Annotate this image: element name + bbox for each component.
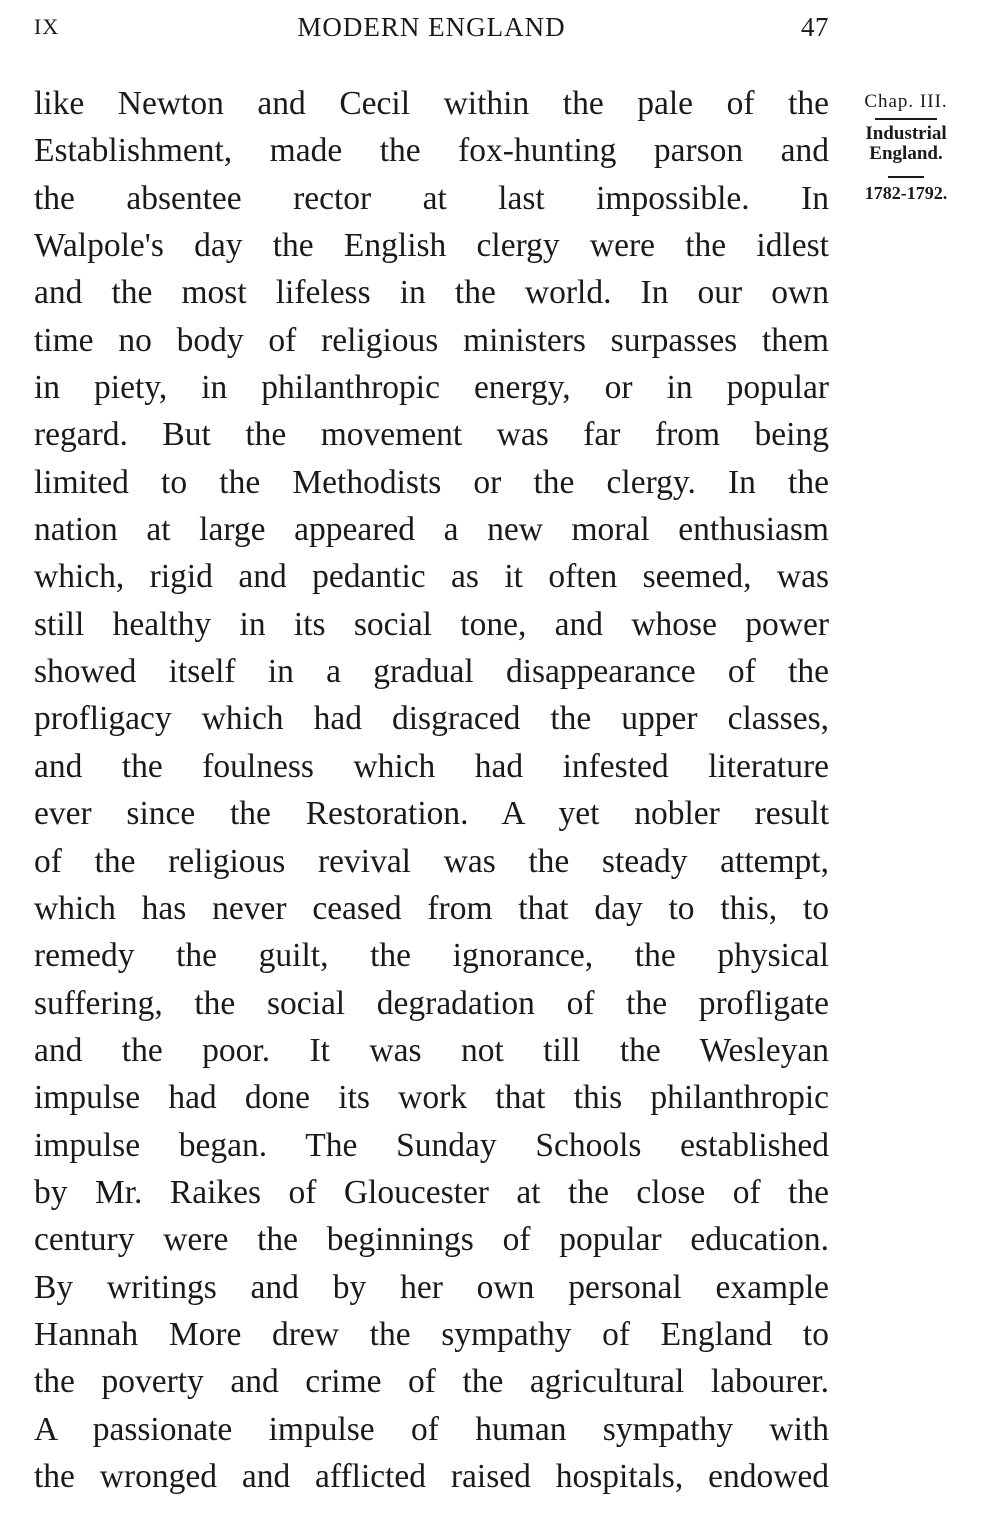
sidenote-subject-line-1: Industrial	[865, 123, 947, 144]
text-line: of the religious revival was the steady attempt,	[34, 842, 829, 880]
text-line: century were the beginnings of popular education.	[34, 1221, 829, 1259]
text-line: time no body of religious ministers surpasses them	[34, 321, 829, 359]
text-line: ever since the Restoration. A yet nobler result	[34, 795, 829, 833]
sidenote-rule-short	[888, 176, 924, 178]
text-line: suffering, the social degradation of the profligate	[34, 984, 829, 1022]
running-head	[34, 10, 829, 50]
marginal-sidenote	[842, 90, 970, 204]
text-line: A passionate impulse of human sympathy with	[34, 1410, 829, 1448]
text-line: nation at large appeared a new moral enthusiasm	[34, 511, 829, 549]
text-line: and the poor. It was not till the Wesleyan	[34, 1031, 829, 1069]
text-line: impulse had done its work that this philanthropic	[34, 1079, 829, 1117]
sidenote-dates: 1782-1792.	[864, 183, 948, 203]
running-head-title: MODERN ENGLAND	[297, 12, 566, 42]
text-line: the wronged and afflicted raised hospitals, endowed	[34, 1457, 829, 1495]
text-line: the absentee rector at last impossible. In	[34, 179, 829, 217]
text-line: impulse began. The Sunday Schools established	[34, 1126, 829, 1164]
text-line: and the most lifeless in the world. In our own	[34, 274, 829, 312]
sidenote-chapter: Chap. III.	[864, 91, 948, 112]
text-line: like Newton and Cecil within the pale of the	[34, 85, 829, 122]
sidenote-rule	[875, 118, 937, 120]
text-line: still healthy in its social tone, and whose power	[34, 605, 829, 643]
text-line: remedy the guilt, the ignorance, the physical	[34, 937, 829, 975]
text-line: limited to the Methodists or the clergy. In the	[34, 463, 829, 501]
text-line: Establishment, made the fox-hunting parson and	[34, 132, 829, 170]
text-line: By writings and by her own personal example	[34, 1268, 829, 1306]
running-head-chapter-numeral: IX	[34, 14, 60, 39]
text-line: Walpole's day the English clergy were the idlest	[34, 227, 829, 265]
body-text	[34, 80, 829, 1500]
text-line: which has never ceased from that day to this, to	[34, 889, 829, 927]
text-line: regard. But the movement was far from being	[34, 416, 829, 454]
text-line: and the foulness which had infested literature	[34, 747, 829, 785]
text-line: showed itself in a gradual disappearance of the	[34, 653, 829, 691]
text-line: in piety, in philanthropic energy, or in popular	[34, 369, 829, 407]
sidenote-subject-line-2: England.	[869, 143, 943, 164]
text-line: Hannah More drew the sympathy of England to	[34, 1315, 829, 1353]
text-line: the poverty and crime of the agricultural labourer.	[34, 1363, 829, 1401]
text-line: profligacy which had disgraced the upper classes,	[34, 700, 829, 738]
page-number: 47	[801, 12, 829, 42]
text-line: which, rigid and pedantic as it often seemed, was	[34, 558, 829, 596]
text-line: by Mr. Raikes of Gloucester at the close of the	[34, 1173, 829, 1211]
